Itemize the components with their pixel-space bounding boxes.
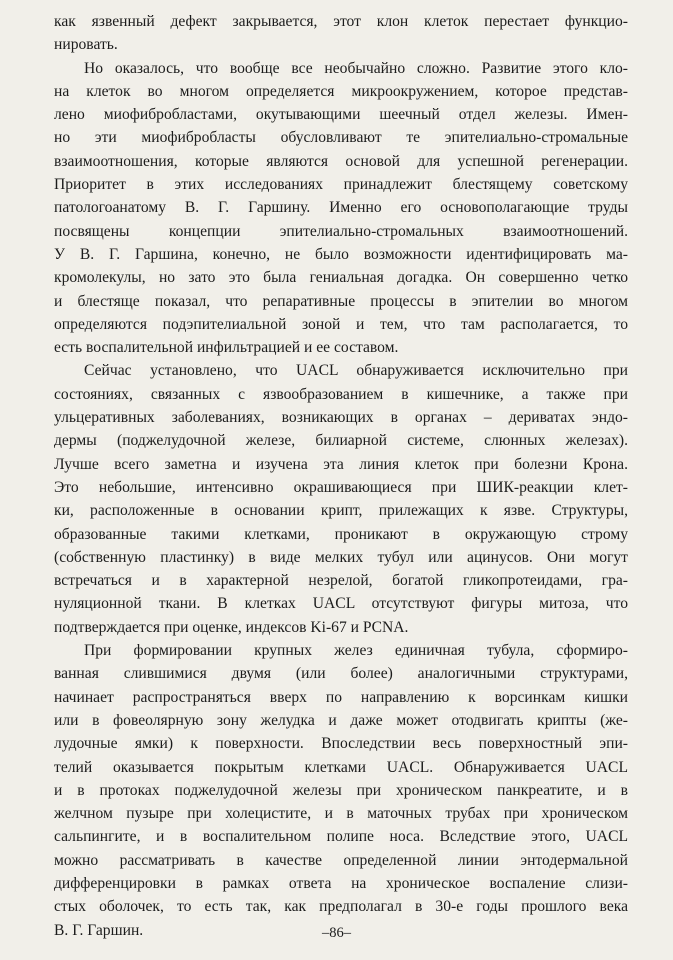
text-line: и блестяще показал, что репаративные процессы в эпителии во многом <box>54 292 628 310</box>
paragraph-1 <box>54 10 628 57</box>
text-line: взаимоотношения, которые являются основой для успешной регенерации. <box>54 152 628 170</box>
page-number: –86– <box>322 925 351 941</box>
text-line: дермы (поджелудочной железе, билиарной системе, слюнных железах). <box>54 432 628 450</box>
text-line: Это небольшие, интенсивно окрашивающиеся при ШИК-реакции клет- <box>54 478 628 496</box>
paragraph-3 <box>54 359 628 639</box>
text-line: или в фовеолярную зону желудка и даже может отодвигать крипты (же- <box>54 711 628 729</box>
text-line: но эти миофибробласты обусловливают те эпителиально-стромальные <box>54 129 628 147</box>
text-line: Лучше всего заметна и изучена эта линия клеток при болезни Крона. <box>54 455 628 473</box>
paragraph-2 <box>54 57 628 360</box>
paragraph-4 <box>54 639 628 942</box>
text-line: ульцеративных заболеваниях, возникающих в органах – дериватах эндо- <box>54 409 628 427</box>
text-line: лудочные ямки) к поверхности. Впоследствии весь поверхностный эпи- <box>54 735 628 753</box>
text-line: ванная слившимися двумя (или более) аналогичными структурами, <box>54 665 628 683</box>
text-line: телий оказывается покрытым клетками UACL. Обнаруживается UACL <box>54 758 628 776</box>
text-line: как язвенный дефект закрывается, этот клон клеток перестает функцио- <box>54 13 628 30</box>
text-line: подтверждается при оценке, индексов Ki-67 и PCNA. <box>54 618 409 636</box>
text-line: (собственную пластинку) в виде мелких тубул или ацинусов. Они могут <box>54 548 628 566</box>
text-line: посвящены концепции эпителиально-стромальных взаимоотношений. <box>54 222 628 240</box>
text-line: нуляционной ткани. В клетках UACL отсутствуют фигуры митоза, что <box>54 595 628 613</box>
text-line: определяются подэпителиальной зоной и тем, что там располагается, то <box>54 315 628 333</box>
text-line: можно рассматривать в качестве определенной линии энтодермальной <box>54 851 628 869</box>
text-line: Сейчас установлено, что UACL обнаруживается исключительно при <box>84 362 628 380</box>
text-line: Но оказалось, что вообще все необычайно сложно. Развитие этого кло- <box>84 59 628 77</box>
text-line: желчном пузыре при холецистите, и в маточных трубах при хроническом <box>54 805 628 823</box>
text-line: на клеток во многом определяется микроокружением, которое представ- <box>54 82 628 100</box>
text-line: патологоанатому В. Г. Гаршину. Именно его основополагающие труды <box>54 199 628 217</box>
text-line: состояниях, связанных с язвообразованием в кишечнике, а также при <box>54 385 628 403</box>
text-line: стых оболочек, то есть так, как предполагал в 30-е годы прошлого века <box>54 898 628 916</box>
text-line: кромолекулы, но зато это была гениальная догадка. Он совершенно четко <box>54 269 628 287</box>
text-line: нировать. <box>54 36 118 54</box>
text-line: образованные такими клетками, проникают в окружающую строму <box>54 525 628 543</box>
text-line: есть воспалительной инфильтрацией и ее составом. <box>54 339 399 357</box>
text-line: лено миофибробластами, окутывающими шеечный отдел железы. Имен- <box>54 106 628 124</box>
text-line: дифференцировки в рамках ответа на хроническое воспаление слизи- <box>54 874 628 892</box>
text-line: Приоритет в этих исследованиях принадлежит блестящему советскому <box>54 176 628 194</box>
text-line: ки, расположенные в основании крипт, прилежащих к язве. Структуры, <box>54 502 628 520</box>
text-line: начинает распространяться вверх по направлению к ворсинкам кишки <box>54 688 628 706</box>
text-line: сальпингите, и в воспалительном полипе носа. Вследствие этого, UACL <box>54 828 628 846</box>
text-line: В. Г. Гаршин. <box>54 921 144 939</box>
text-line: и в протоках поджелудочной железы при хроническом панкреатите, и в <box>54 781 628 799</box>
page-text <box>54 10 628 942</box>
text-line: При формировании крупных желез единичная тубула, сформиро- <box>84 642 628 660</box>
text-line: У В. Г. Гаршина, конечно, не было возможности идентифицировать ма- <box>54 245 628 263</box>
text-line: встречаться и в характерной незрелой, богатой гликопротеидами, гра- <box>54 572 628 590</box>
